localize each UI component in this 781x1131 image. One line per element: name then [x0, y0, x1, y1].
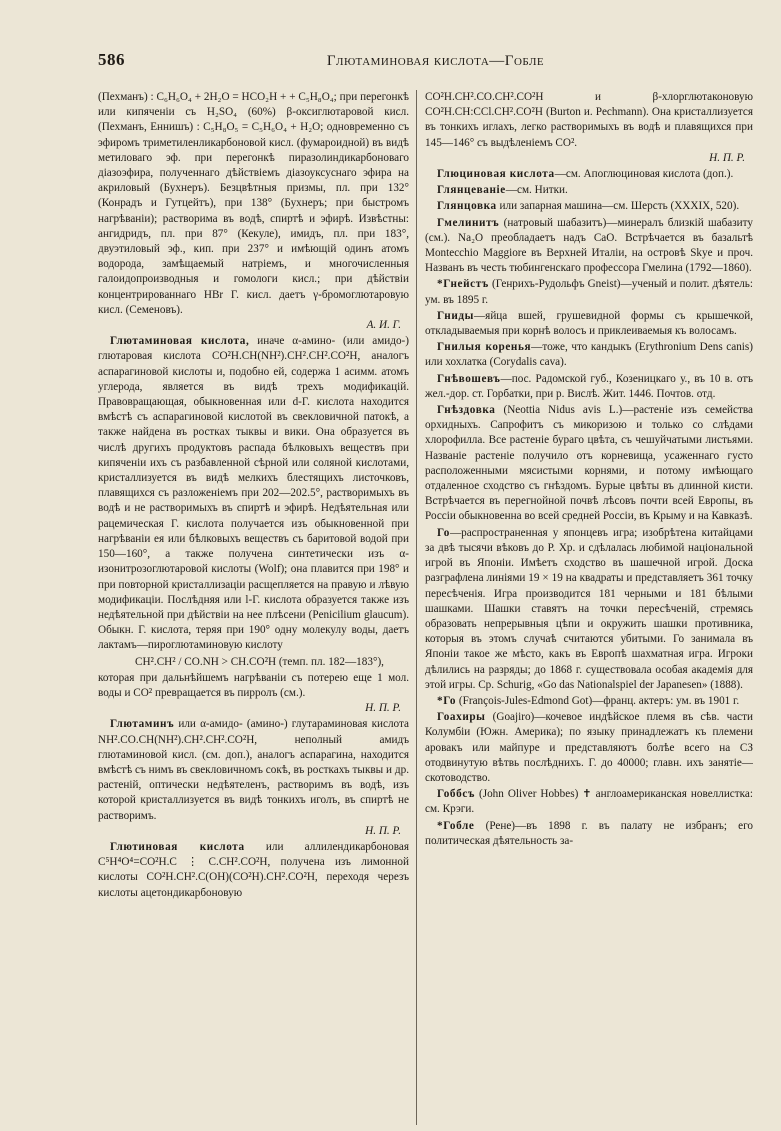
headword: Гнѣвошевъ — [437, 372, 501, 385]
entry: Гнѣздовка (Neottia Nidus avis L.)—растеніе изъ семейства орхидныхъ. Сапрофитъ съ микоризою и только со слѣдами хлорофилла. Все растеніе бураго цвѣта, съ чешуйчатыми листьями. Названіе растеніе получило отъ корневища, усаженнаго густо расположенными мясистыми корнями, и потому имѣющаго отдаленное сходство съ гнѣздомъ. Бурые цвѣты въ длинной кисти. Встрѣчается въ перегнойной почвѣ лѣсовъ почти всей Европы, въ Россіи обыкновенна во всей средней Россіи, въ Крыму и на Кавказѣ. — [425, 404, 753, 523]
entry: *Гобле (Рене)—въ 1898 г. въ палату не избранъ; его политическая дѣятельность за- — [425, 819, 753, 847]
entry: Гниды—яйца вшей, грушевидной формы съ крышечкой, откладываемыя при корнѣ волосъ и приклеиваемыя къ волосамъ. — [425, 309, 753, 338]
headword: *Го — [437, 694, 457, 707]
entry: Гнилыя коренья—тоже, что кандыкъ (Erythronium Dens canis) или хохлатка (Corydalis cava). — [425, 341, 753, 369]
author-sign: Н. П. Р. — [365, 824, 401, 837]
headword: *Гобле — [437, 819, 475, 832]
entry: *Го (François-Jules-Edmond Got)—франц. актеръ: ум. въ 1901 г. — [437, 694, 740, 707]
headword: Гоббсъ — [437, 788, 476, 801]
running-title: Глютаминовая кислота—Гобле — [326, 53, 545, 69]
headword: Глюцинoвая кислота — [437, 168, 555, 181]
entry: Глюцинoвая кислота—см. Апоглюциновая кислота (доп.). — [437, 168, 734, 181]
entry: Гнѣвошевъ—пос. Радомской губ., Козеницкаго у., въ 10 в. отъ жел.-дор. ст. Горбатки, при р. Вислѣ. Жит. 1446. Почтов. отд. — [425, 372, 753, 400]
entry-glutamic-acid: Глютаминовая кислота, иначе α-амино- (или амидо-) глютаровая кислота CO²H.CH(NH²).CH².CH².CO²H, аналогъ аспарагиновой кислоты и, подобно ей, содержа 1 асимм. атомъ углерода, является въ видѣ трехъ модификацій. Правовращающая, обыкновенная или d-Г. кислота находится вмѣстѣ съ аспарагиновой кислотой въ свекловичной патокѣ, а также найдена въ ростках тыквы и вики. Она образуется въ числѣ другихъ продуктовъ распада бѣлковыхъ веществъ при кипяченіи ихъ съ разбавленной сѣрной или соляной кислотами, кристаллизуется въ видѣ мелкихъ блестящихъ листочковъ, плавящихся съ разложеніемъ при 202—202.5°, растворимыхъ въ водѣ и не растворимыхъ въ спиртѣ и эфирѣ. Недѣятельная или рацемическая Г. кислота получается изъ обыкновенной при нагрѣваніи ея или бѣлковыхъ веществъ съ баритовой водой при 150—160°, а также получена синтетически изъ α-изонитрозоглютаровой кислоты (Wolf); она плавится при 198° и при повторной кристаллизаціи расщепляется на правую и лѣвую модификаціи. Послѣдняя или l-Г. кислота образуется также изъ недѣятельной при дѣйствіи на нее плѣсени (Penicilium glaucum). Обыкн. Г. кислота, теряя при 190° одну молекулу воды, даетъ лактамъ—пироглютаминовую кислоту CH².CH² / CO.NH > CH.CO²H (темп. пл. 182—183°), которая при дальнѣйшемъ нагрѣваніи съ потерею еще 1 мол. воды и CO² превращается въ пирролъ (см.). Н. П. Р. — [98, 334, 409, 716]
entry: Гоббсъ (John Oliver Hobbes) ✝ англоамериканская новеллистка: см. Крэги. — [425, 788, 753, 816]
headword: *Гнейстъ — [437, 278, 489, 291]
headword: Гоахиры — [437, 711, 486, 724]
headword: Глютиновая кислота — [110, 840, 245, 853]
formula: CH².CH² / CO.NH > CH.CO²H (темп. пл. 182—183°), — [135, 655, 384, 668]
entry: *Гнейстъ (Генрихъ-Рудольфъ Gneist)—ученый и полит. дѣятель: ум. въ 1895 г. — [425, 278, 753, 306]
headword: Гнѣздовка — [437, 404, 496, 417]
headword: Го — [437, 526, 450, 539]
headword: Глянцеваніе — [437, 184, 506, 197]
left-column — [98, 90, 416, 1125]
page-number: 586 — [98, 50, 125, 69]
entry-glutamine: Глютаминъ или α-амидо- (амино-) глутараминовая кислота NH².CO.CH(NH²).CH².CH².CO²H, неполный амидъ глютаминовой кисл. (см. доп.), аналогъ аспарагина, находится вмѣстѣ съ нимъ въ свекловичномъ сокѣ, въ росткахъ тыквы и др. растеній, оптически недѣятеленъ, растворимъ въ водѣ, изъ которой кристаллизуется въ видѣ тонкихъ иголъ, въ спиртѣ не растворимъ. Н. П. Р. — [98, 717, 409, 839]
entry: Го—распространенная у японцевъ игра; изобрѣтена китайцами за двѣ тысячи вѣковъ до Р. Хр. и сдѣлалась любимой національной игрой въ Японіи. Имѣетъ сходство въ шашечной игрой. Доска разграфлена линіями 19 × 19 на квадраты и представляетъ 361 точку пересѣченія. Игра производится 181 черными и 181 бѣлыми шашками. Шашки ставятъ на точки пересѣченій, стремясь образовать непрерывныя цѣпи и окружить шашки противника, которыя въ этомъ случаѣ считаются убитыми. Го занимала въ Японіи такое же мѣсто, какъ въ Европѣ шахматная игра. Игроки дѣлились на разряды; до 1868 г. существовала особая академія для этой игры. Ср. Schurig, «Go das Nationalspiel der Japanesen» (1888). — [425, 526, 753, 691]
headword: Глютаминовая кислота, — [110, 335, 250, 348]
author-sign: А. И. Г. — [366, 319, 401, 332]
entry-glutinic-acid: Глютиновая кислота или аллилендикарбоновая C⁵H⁴O⁴=CO²H.C ⋮ C.CH².CO²H, получена изъ лимонной кислоты CO²H.CH².C(OH)(CO²H).CH².CO²H, переходя черезъ кислоты ацетондикарбоновую — [98, 840, 410, 899]
entry: Гоахиры (Goajiro)—кочевое индѣйское племя въ сѣв. части Колумбіи (Южн. Америка); по языку принадлежатъ къ племени аровакъ или майпуре и представляютъ болѣе всего на СЗ отодвинутую вѣтвь послѣднихъ. Г. до 40000; главн. ихъ занятіе—скотоводство. — [425, 711, 753, 784]
headword: Гмелинитъ — [437, 216, 500, 229]
headword: Глютаминъ — [110, 718, 175, 731]
entry: Глянцовка или запарная машина—см. Шерсть (XXXIX, 520). — [437, 200, 740, 213]
headword: Гнилыя коренья — [437, 341, 532, 354]
entry: Глянцеваніе—см. Нитки. — [437, 184, 568, 197]
page-header — [98, 50, 753, 90]
right-column — [416, 90, 753, 1125]
author-sign: Н. П. Р. — [709, 151, 745, 164]
entry: Гмелинитъ (натровый шабазитъ)—минералъ близкій шабазиту (см.). Na₂O преобладаетъ надъ CaO. Встрѣчается въ базальтѣ Montecchio Maggiore въ Верхней Италіи, на островѣ Skye и проч. Названъ въ честь тюбингенскаго профессора Гмелина (1792—1860). — [425, 216, 753, 275]
headword: Гниды — [437, 309, 474, 322]
entry-continuation: (Пехманъ) : C₆H₆O₄ + 2H₂O = HCO₂H + + C₅H₈O₄; при перегонкѣ или кипяченіи съ H₂SO₄ (60%) β-оксиглютаровой кисл. (Пехманъ, Еннишъ) : C₅H₈O₅ = C₅H₆O₄ + H₂O; одновременно съ эфиромъ триметиленликарбоновой кисл. (фумароидной) въ видѣ метиловаго эф. при перегонкѣ пиразолиндикарбоноваго діазоэфира, полученнаго дѣйствіемъ діазоуксуснаго эфира на акриловый (Бухнеръ). Безцвѣтныя призмы, пл. при 132° (Конрадъ и Гутцейтъ), при 138° (Бухнеръ; при быстромъ нагрѣваніи); растворима въ водѣ, спиртѣ и эфирѣ. Извѣстны: ангидридъ, пл. при 87° (Кекуле), имидъ, пл. при 183°, двуэтиловый эф., кип. при 237° и имѣющій одинъ атомъ водорода, замѣщаемый натріемъ, и многочисленныя галоидопроизводныя и гомологи кисл.; при дѣйствіи концентрированнаго HBr Г. кисл. даетъ γ-бромоглютаровую кисл. (Семеновъ). А. И. Г. — [98, 90, 409, 333]
author-sign: Н. П. Р. — [365, 702, 401, 715]
entry-continuation: CO²H.CH².CO.CH².CO²H и β-хлорглютаконовую CO²H.CH:CCl.CH².CO²H (Burton и. Pechmann). Она кристаллизуется въ тонкихъ иглахъ, легко растворимыхъ въ водѣ и плавящихся при 145—146° съ выдѣленіемъ CO². Н. П. Р. — [425, 90, 753, 166]
headword: Глянцовка — [437, 200, 497, 213]
text-columns — [98, 90, 753, 1125]
